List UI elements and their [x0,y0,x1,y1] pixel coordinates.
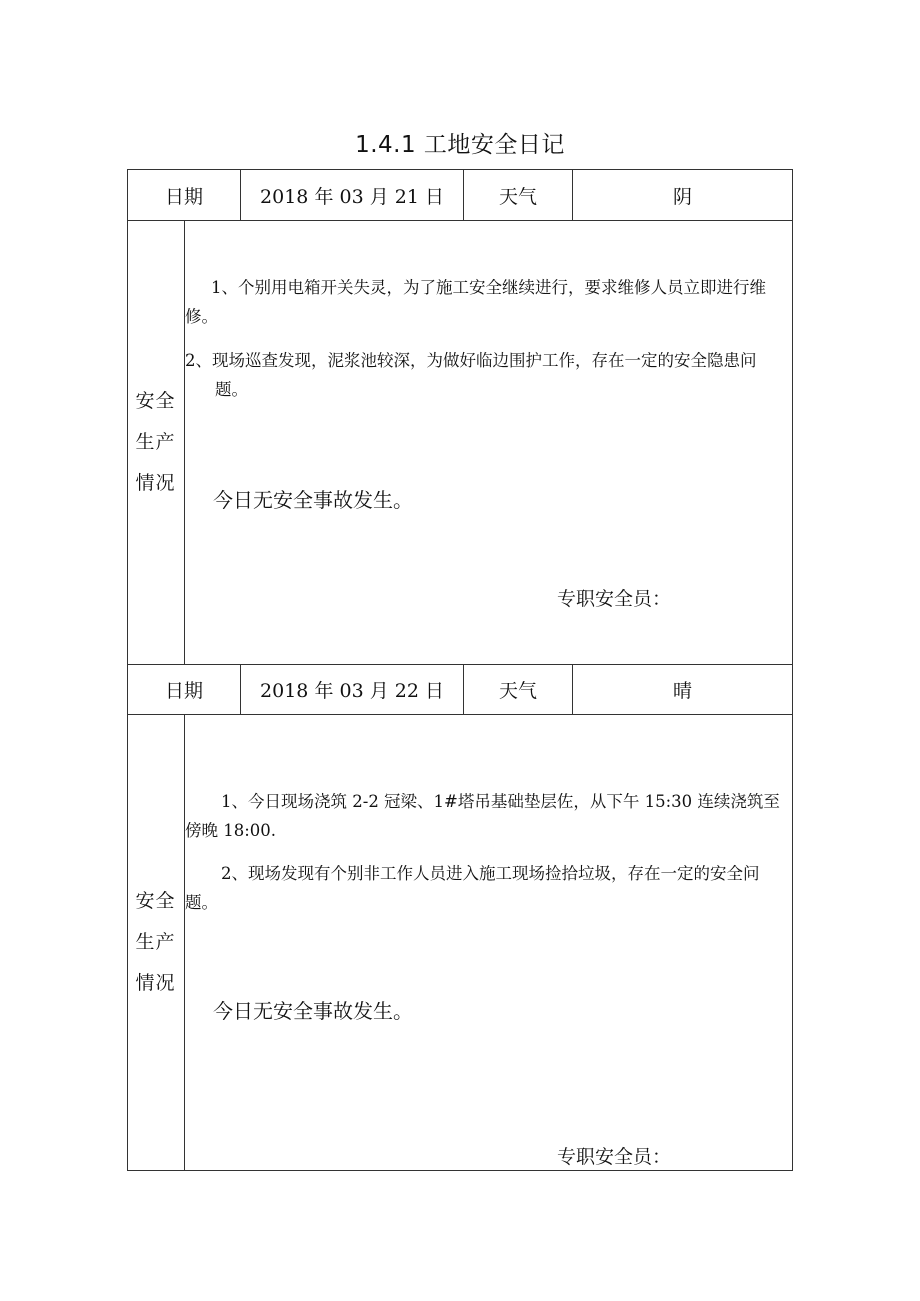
section-label [127,715,184,1170]
date-value: 2018 年 03 月 22 日 [260,680,444,702]
table-border-bottom [127,1170,793,1171]
log-item: 1、今日现场浇筑 2-2 冠梁、1#塔吊基础垫层佐，从下午 15:30 连续浇筑至傍晚 18:00. [185,792,780,840]
row-divider [127,220,793,221]
page-title: 1.4.1 工地安全日记 [355,132,565,158]
daily-summary: 今日无安全事故发生。 [213,999,413,1023]
log-item: 1、个别用电箱开关失灵，为了施工安全继续进行，要求维修人员立即进行维修。 [185,278,766,326]
section-label [127,221,184,664]
section-label-line: 情况 [135,472,176,494]
weather-value: 晴 [672,680,692,702]
row-divider [127,714,793,715]
log-item: 2、现场巡查发现，泥浆池较深，为做好临边围护工作，存在一定的安全隐患问题。 [185,351,757,399]
date-label: 日期 [164,185,203,208]
weather-value: 阴 [672,185,692,208]
section-label-line: 安全 [135,390,176,412]
table-border-right [792,169,793,1171]
weather-label: 天气 [498,185,537,208]
section-label-line: 生产 [135,431,176,453]
safety-officer-signature: 专职安全员： [557,1146,672,1168]
section-label-line: 生产 [135,931,176,953]
date-value: 2018 年 03 月 21 日 [260,185,444,208]
weather-label: 天气 [498,680,537,702]
section-label-line: 情况 [135,972,176,994]
log-item: 2、现场发现有个别非工作人员进入施工现场捡拾垃圾，存在一定的安全问题。 [185,864,760,912]
safety-officer-signature: 专职安全员： [557,588,672,610]
section-label-line: 安全 [135,890,176,912]
date-label: 日期 [164,680,203,702]
column-divider [184,714,185,1171]
daily-summary: 今日无安全事故发生。 [213,488,413,512]
